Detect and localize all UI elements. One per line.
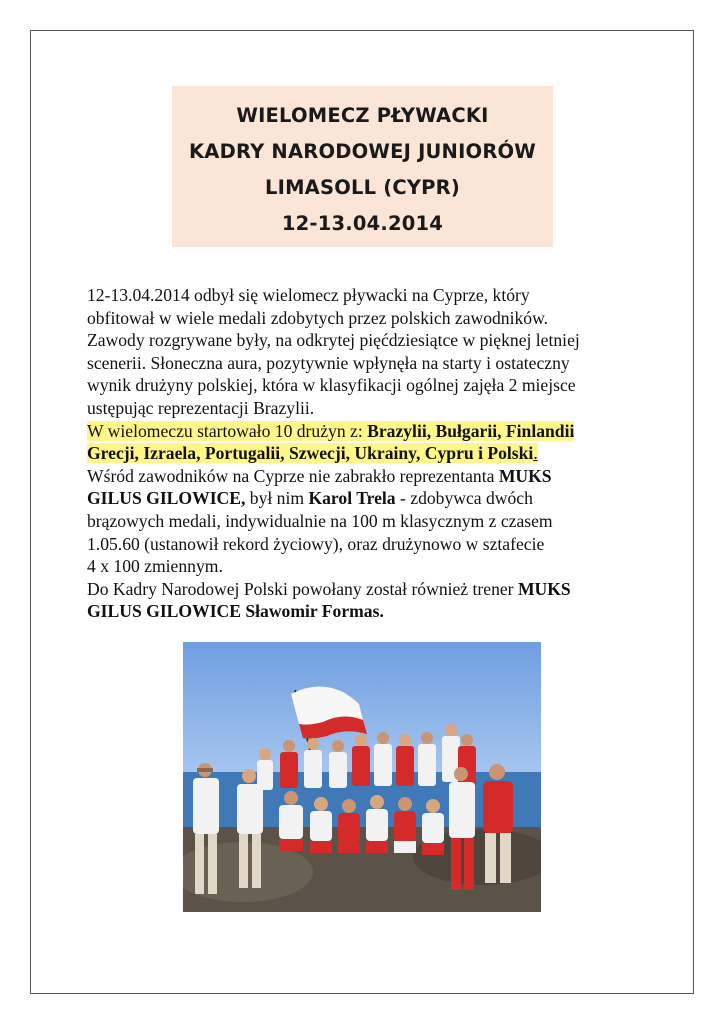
paragraph-line: wynik drużyny polskiej, która w klasyfikacji ogólnej zajęła 2 miejsce: [87, 375, 576, 396]
team-photo-illustration: [183, 642, 541, 912]
athlete-name: Karol Trela: [308, 488, 396, 509]
title-line-3: LIMASOLL (CYPR): [264, 176, 460, 199]
teams-intro: W wielomeczu startowało 10 drużyn z:: [87, 420, 368, 441]
text-span: Wśród zawodników na Cyprze nie zabrakło reprezentanta: [87, 465, 499, 486]
text-span: był nim: [245, 488, 309, 509]
highlighted-teams: [87, 420, 647, 465]
title-line-4: 12-13.04.2014: [281, 212, 444, 235]
title-line-2: KADRY NARODOWEJ JUNIORÓW: [188, 140, 537, 163]
paragraph-line: obfitował w wiele medali zdobytych przez polskich zawodników.: [87, 307, 549, 328]
article-body: [87, 284, 647, 623]
teams-list-2: Grecji, Izraela, Portugalii, Szwecji, Ukrainy, Cypru i Polski: [87, 443, 534, 464]
team-photo: [183, 642, 541, 912]
paragraph-line: scenerii. Słoneczna aura, pozytywnie wpłynęła na starty i ostateczny: [87, 352, 570, 373]
teams-list-1: Brazylii, Bułgarii, Finlandii: [367, 420, 575, 441]
paragraph-line: Zawody rozgrywane były, na odkrytej pięćdziesiątce w pięknej letniej: [87, 330, 580, 351]
club-name: GILUS GILOWICE,: [87, 488, 246, 509]
paragraph-line: GILUS GILOWICE Sławomir Formas.: [87, 601, 384, 622]
paragraph-line: ustępując reprezentacji Brazylii.: [87, 397, 315, 418]
paragraph-line: 4 x 100 zmiennym.: [87, 556, 223, 577]
text-span: - zdobywca dwóch: [395, 488, 533, 509]
paragraph-line: [87, 487, 647, 510]
paragraph-line: brązowych medali, indywidualnie na 100 m klasycznym z czasem: [87, 510, 553, 531]
teams-list-end: .: [533, 443, 538, 464]
paragraph-line: 1.05.60 (ustanowił rekord życiowy), oraz drużynowo w sztafecie: [87, 533, 545, 554]
paragraph-line: [87, 465, 647, 488]
paragraph-line: 12-13.04.2014 odbył się wielomecz pływacki na Cyprze, który: [87, 285, 530, 305]
title-box: [172, 86, 553, 247]
club-name: MUKS: [517, 578, 571, 599]
text-span: Do Kadry Narodowej Polski powołany został również trener: [87, 578, 518, 599]
title-line-1: WIELOMECZ PŁYWACKI: [236, 104, 489, 127]
paragraph-line: [87, 578, 647, 601]
club-name: MUKS: [498, 465, 552, 486]
